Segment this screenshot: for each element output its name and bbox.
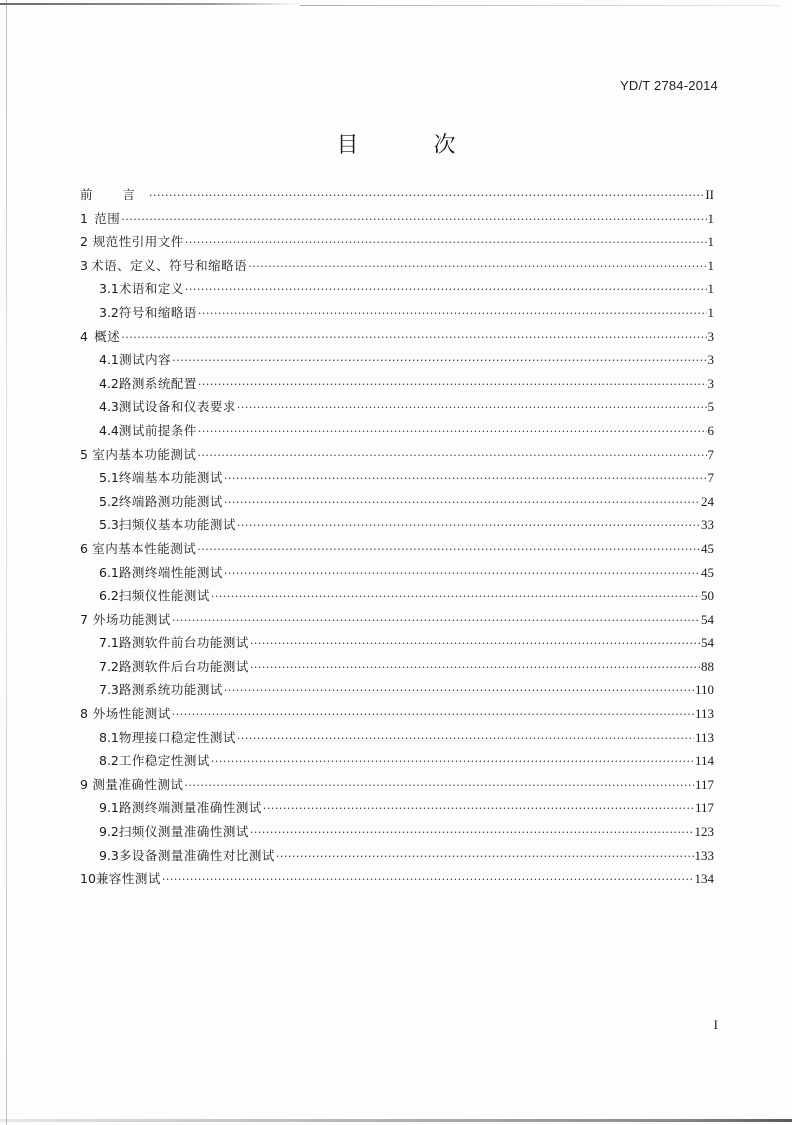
toc-entry-page: 123 xyxy=(694,824,714,840)
toc-entry-number: 4.3 xyxy=(99,399,119,415)
toc-entry[interactable] xyxy=(80,348,714,372)
toc-entry-page: 45 xyxy=(701,564,714,580)
toc-entry[interactable] xyxy=(80,490,714,514)
toc-entry-title: 物理接口稳定性测试 xyxy=(118,729,236,745)
toc-entry-title: 术语和定义 xyxy=(118,281,184,297)
toc-entry-title: 路测软件前台功能测试 xyxy=(118,635,249,651)
toc-dot-leader xyxy=(121,326,706,350)
toc-dot-leader xyxy=(197,538,700,562)
toc-entry-page: 1 xyxy=(707,210,714,226)
toc-entry-title: 术语、定义、符号和缩略语 xyxy=(91,257,248,273)
toc-entry-page: 117 xyxy=(694,776,714,792)
toc-entry-title: 前 言 xyxy=(80,187,148,202)
toc-entry-number: 4 xyxy=(80,328,88,344)
toc-dot-leader xyxy=(224,679,694,703)
toc-entry[interactable] xyxy=(80,561,714,585)
toc-dot-leader xyxy=(197,444,706,468)
toc-entry-number: 7 xyxy=(80,611,88,627)
toc-entry-title: 规范性引用文件 xyxy=(92,234,184,250)
toc-dot-leader xyxy=(172,703,694,727)
toc-entry[interactable] xyxy=(80,631,714,655)
toc-entry-title: 兼容性测试 xyxy=(95,871,161,887)
page-number: I xyxy=(713,1017,718,1032)
toc-entry[interactable] xyxy=(80,773,714,797)
toc-dot-leader xyxy=(237,514,700,538)
toc-entry-page: 110 xyxy=(694,682,714,698)
toc-dot-leader xyxy=(162,868,694,892)
toc-dot-leader xyxy=(211,750,694,774)
toc-entry-title: 扫频仪测量准确性测试 xyxy=(118,824,249,840)
toc-entry-page: II xyxy=(705,187,714,202)
toc-entry-page: 117 xyxy=(694,800,714,816)
toc-entry[interactable] xyxy=(80,678,714,702)
toc-entry-title: 扫频仪性能测试 xyxy=(118,588,210,604)
toc-entry[interactable] xyxy=(80,419,714,443)
toc-dot-leader xyxy=(237,727,694,751)
toc-entry[interactable] xyxy=(80,513,714,537)
toc-dot-leader xyxy=(149,184,704,208)
toc-dot-leader xyxy=(276,845,694,869)
toc-entry-number: 4.4 xyxy=(99,422,119,438)
toc-dot-leader xyxy=(263,797,694,821)
toc-entry-title: 概述 xyxy=(94,328,121,344)
toc-entry[interactable] xyxy=(80,655,714,679)
scan-edge-top xyxy=(0,3,300,5)
toc-entry[interactable] xyxy=(80,254,714,278)
toc-entry-page: 45 xyxy=(701,540,714,556)
toc-entry-page: 114 xyxy=(694,753,714,769)
toc-entry-number: 6.2 xyxy=(99,588,119,604)
toc-dot-leader xyxy=(248,255,706,279)
toc-dot-leader xyxy=(250,656,700,680)
toc-entry[interactable] xyxy=(80,207,714,231)
toc-entry-number: 6 xyxy=(80,540,88,556)
toc-entry[interactable] xyxy=(80,443,714,467)
toc-entry-number: 5 xyxy=(80,446,88,462)
toc-entry-page: 7 xyxy=(707,470,714,486)
toc-entry[interactable] xyxy=(80,608,714,632)
toc-entry-page: 54 xyxy=(701,611,714,627)
toc-entry-title: 路测终端性能测试 xyxy=(118,564,223,580)
toc-dot-leader xyxy=(224,491,700,515)
standard-code: YD/T 2784-2014 xyxy=(620,78,718,93)
toc-dot-leader xyxy=(121,208,706,232)
toc-entry-title: 外场功能测试 xyxy=(92,611,171,627)
toc-entry[interactable] xyxy=(80,277,714,301)
toc-entry-title: 外场性能测试 xyxy=(92,706,171,722)
toc-entry-page: 3 xyxy=(707,328,714,344)
toc-entry-number: 3 xyxy=(80,257,88,273)
toc-entry-number: 8 xyxy=(80,706,88,722)
toc-entry-title: 多设备测量准确性对比测试 xyxy=(118,847,275,863)
toc-entry-page: 113 xyxy=(694,729,714,745)
toc-entry[interactable] xyxy=(80,844,714,868)
toc-entry[interactable] xyxy=(80,301,714,325)
toc-entry-number: 7.1 xyxy=(99,635,119,651)
toc-entry-page: 33 xyxy=(701,517,714,533)
toc-entry-title: 终端路测功能测试 xyxy=(118,493,223,509)
toc-entry-page: 1 xyxy=(707,257,714,273)
toc-entry[interactable] xyxy=(80,395,714,419)
toc-entry-title: 测试设备和仪表要求 xyxy=(118,399,236,415)
toc-entry-number: 9.3 xyxy=(99,847,119,863)
toc-entry-page: 6 xyxy=(707,422,714,438)
toc-entry-number: 2 xyxy=(80,234,88,250)
toc-entry-page: 3 xyxy=(707,352,714,368)
toc-entry[interactable] xyxy=(80,820,714,844)
toc-entry[interactable] xyxy=(80,749,714,773)
toc-dot-leader xyxy=(250,821,694,845)
toc-entry[interactable] xyxy=(80,867,714,891)
toc-entry-page: 113 xyxy=(694,706,714,722)
toc-entry-title: 测量准确性测试 xyxy=(92,776,184,792)
toc-entry-title: 路测终端测量准确性测试 xyxy=(118,800,262,816)
toc-entry-page: 88 xyxy=(701,658,714,674)
toc-entry-number: 5.1 xyxy=(99,470,119,486)
toc-entry-number: 1 xyxy=(80,210,88,226)
toc-entry-title: 终端基本功能测试 xyxy=(118,470,223,486)
toc-entry-number: 3.2 xyxy=(99,304,119,320)
toc-entry-number: 7.3 xyxy=(99,682,119,698)
toc-dot-leader xyxy=(224,562,700,586)
toc-entry-page: 1 xyxy=(707,234,714,250)
toc-entry-title: 室内基本性能测试 xyxy=(92,540,197,556)
table-of-contents xyxy=(80,183,714,891)
toc-dot-leader xyxy=(172,349,706,373)
scan-edge-left xyxy=(6,0,7,1125)
toc-entry-title: 测试前提条件 xyxy=(118,422,197,438)
toc-entry-title: 室内基本功能测试 xyxy=(92,446,197,462)
scan-edge-top-faint xyxy=(300,5,780,6)
toc-entry[interactable] xyxy=(80,584,714,608)
toc-entry-number: 7.2 xyxy=(99,658,119,674)
toc-dot-leader xyxy=(185,278,707,302)
toc-entry-number: 9.2 xyxy=(99,824,119,840)
toc-dot-leader xyxy=(198,420,707,444)
toc-dot-leader xyxy=(184,774,694,798)
toc-dot-leader xyxy=(211,585,700,609)
toc-entry-number: 8.2 xyxy=(99,753,119,769)
page-title: 目 次 xyxy=(336,133,490,158)
toc-dot-leader xyxy=(237,396,707,420)
toc-entry-number: 4.2 xyxy=(99,375,119,391)
toc-entry[interactable] xyxy=(80,183,714,207)
toc-entry-title: 范围 xyxy=(94,210,121,226)
toc-dot-leader xyxy=(250,632,700,656)
toc-entry-page: 133 xyxy=(694,847,714,863)
toc-entry[interactable] xyxy=(80,726,714,750)
toc-dot-leader xyxy=(224,467,707,491)
toc-entry[interactable] xyxy=(80,702,714,726)
toc-entry-page: 54 xyxy=(701,635,714,651)
toc-entry[interactable] xyxy=(80,796,714,820)
toc-entry-title: 符号和缩略语 xyxy=(118,304,197,320)
toc-entry-page: 1 xyxy=(707,281,714,297)
toc-entry-number: 8.1 xyxy=(99,729,119,745)
toc-entry-page: 7 xyxy=(707,446,714,462)
toc-entry[interactable] xyxy=(80,230,714,254)
toc-entry-number: 9 xyxy=(80,776,88,792)
toc-entry-page: 134 xyxy=(694,871,714,887)
toc-entry-title: 路测系统配置 xyxy=(118,375,197,391)
toc-entry[interactable] xyxy=(80,372,714,396)
toc-entry-title: 工作稳定性测试 xyxy=(118,753,210,769)
toc-entry-number: 4.1 xyxy=(99,352,119,368)
toc-entry-title: 路测系统功能测试 xyxy=(118,682,223,698)
toc-dot-leader xyxy=(172,609,700,633)
toc-entry-number: 5.2 xyxy=(99,493,119,509)
toc-entry[interactable] xyxy=(80,537,714,561)
toc-entry-title: 扫频仪基本功能测试 xyxy=(118,517,236,533)
toc-entry-number: 10 xyxy=(80,871,96,887)
toc-entry-page: 24 xyxy=(701,493,714,509)
toc-dot-leader xyxy=(198,373,707,397)
toc-dot-leader xyxy=(198,302,707,326)
toc-entry-number: 6.1 xyxy=(99,564,119,580)
toc-dot-leader xyxy=(185,231,707,255)
toc-entry-title: 测试内容 xyxy=(119,352,172,368)
toc-entry-page: 3 xyxy=(707,375,714,391)
toc-entry-number: 5.3 xyxy=(99,517,119,533)
toc-entry-page: 1 xyxy=(707,304,714,320)
toc-entry-page: 50 xyxy=(701,588,714,604)
toc-entry-number: 3.1 xyxy=(99,281,119,297)
scan-edge-bottom xyxy=(0,1119,792,1122)
toc-entry-page: 5 xyxy=(707,399,714,415)
toc-entry[interactable] xyxy=(80,466,714,490)
toc-entry-number: 9.1 xyxy=(99,800,119,816)
toc-entry[interactable] xyxy=(80,325,714,349)
toc-entry-title: 路测软件后台功能测试 xyxy=(118,658,249,674)
